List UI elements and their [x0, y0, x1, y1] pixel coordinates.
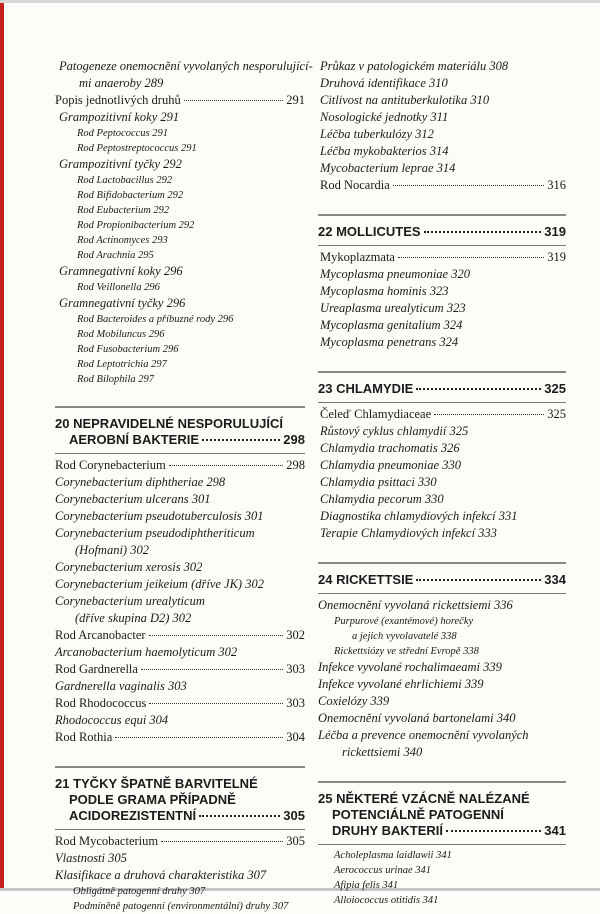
toc-entry-title: Rod Rhodococcus	[55, 696, 147, 710]
chapter-page: 334	[544, 572, 566, 587]
toc-entry: Chlamydia pneumoniae 330	[320, 458, 461, 472]
chapter-heading-line	[318, 807, 566, 823]
toc-entry-title: Rod Rothia	[55, 730, 113, 744]
dot-leader	[446, 830, 541, 832]
toc-entry: a jejich vyvolavatelé 338	[352, 631, 457, 642]
toc-entry: Rod Mobiluncus 296	[77, 329, 165, 340]
chapter-title: 21 TYČKY ŠPATNĚ BARVITELNÉ	[55, 776, 258, 791]
toc-entry	[55, 729, 305, 746]
toc-entry: Infekce vyvolané rochalimaeami 339	[318, 660, 502, 674]
toc-entry: mi anaeroby 289	[79, 76, 164, 90]
chapter-title: PODLE GRAMA PŘÍPADNĚ	[69, 792, 236, 807]
toc-entry-title: Rod Corynebacterium	[55, 458, 166, 472]
toc-entry: Corynebacterium pseudotuberculosis 301	[55, 509, 264, 523]
toc-entry: Diagnostika chlamydiových infekcí 331	[320, 509, 518, 523]
chapter-title: AEROBNÍ BAKTERIE	[69, 432, 200, 447]
toc-entry: Nosologické jednotky 311	[320, 110, 449, 124]
chapter-entries	[55, 833, 305, 914]
toc-entry: Grampozitivní tyčky 292	[59, 157, 182, 171]
toc-entry-title: Rod Mycobacterium	[55, 834, 159, 848]
toc-entry: Corynebacterium ulcerans 301	[55, 492, 211, 506]
toc-block	[55, 58, 313, 387]
chapter-page: 319	[544, 224, 566, 239]
dot-leader	[393, 185, 544, 186]
toc-entry: Rod Propionibacterium 292	[77, 220, 195, 231]
toc-entry-page: 304	[286, 730, 305, 744]
toc-entry: Gramnegativní tyčky 296	[59, 296, 186, 310]
toc-entry: Růstový cyklus chlamydií 325	[320, 424, 469, 438]
dot-leader	[161, 841, 283, 842]
toc-left-column	[55, 58, 313, 914]
chapter-entries	[318, 848, 566, 908]
toc-entry-title: Popis jednotlivých druhů	[55, 93, 181, 107]
chapter-heading-line	[318, 381, 566, 397]
dot-leader	[141, 669, 283, 670]
toc-entry: Onemocnění vyvolaná rickettsiemi 336	[318, 598, 513, 612]
toc-entry-page: 302	[286, 628, 305, 642]
chapter-title: 20 NEPRAVIDELNÉ NESPORULUJÍCÍ	[55, 416, 284, 431]
chapter-title: 24 RICKETTSIE	[318, 572, 414, 587]
chapter-heading	[318, 214, 566, 246]
toc-entry	[55, 661, 305, 678]
toc-entry: Corynebacterium jeikeium (dříve JK) 302	[55, 577, 264, 591]
toc-entry-page: 303	[286, 696, 305, 710]
toc-entry	[318, 177, 566, 194]
chapter-title: 23 CHLAMYDIE	[318, 381, 414, 396]
toc-entry-title: Čeleď Chlamydiaceae	[320, 407, 432, 421]
toc-entry: Chlamydia psittaci 330	[320, 475, 437, 489]
toc-entry: Rickettsiózy ve střední Evropě 338	[334, 646, 479, 657]
chapter-entries	[55, 457, 305, 746]
chapter-title: ACIDOREZISTENTNÍ	[69, 808, 197, 823]
chapter-20	[55, 406, 305, 746]
toc-entry: Gardnerella vaginalis 303	[55, 679, 187, 693]
chapter-heading	[55, 766, 305, 830]
toc-entry-page: 305	[286, 834, 305, 848]
spacer	[318, 351, 566, 371]
toc-entry: Afipia felis 341	[334, 880, 399, 891]
toc-entry: Rod Actinomyces 293	[77, 235, 168, 246]
toc-entry: Rod Bacteroides a příbuzné rody 296	[77, 314, 234, 325]
chapter-entries	[318, 406, 566, 542]
dot-leader	[149, 635, 284, 636]
chapter-heading-line	[55, 808, 305, 824]
toc-entry: Terapie Chlamydiových infekcí 333	[320, 526, 497, 540]
dot-leader	[424, 231, 542, 233]
toc-entry	[318, 406, 566, 423]
toc-entry	[318, 249, 566, 266]
toc-right-column	[318, 58, 566, 908]
chapter-25	[318, 781, 566, 908]
toc-entry: (Hofmani) 302	[75, 543, 149, 557]
toc-entry	[55, 92, 305, 109]
toc-entry: Rod Peptostreptococcus 291	[77, 143, 197, 154]
spacer	[318, 542, 566, 562]
chapter-page: 305	[283, 808, 305, 823]
toc-entry: Rod Fusobacterium 296	[77, 344, 179, 355]
toc-entry: Rhodococcus equi 304	[55, 713, 169, 727]
chapter-title: POTENCIÁLNĚ PATOGENNÍ	[332, 807, 504, 822]
toc-entry: Infekce vyvolané ehrlichiemi 339	[318, 677, 484, 691]
chapter-page: 298	[283, 432, 305, 447]
toc-entry: Léčba tuberkulózy 312	[320, 127, 434, 141]
dot-leader	[184, 100, 284, 101]
chapter-heading-line	[55, 416, 305, 432]
toc-entry: Gramnegativní koky 296	[59, 264, 183, 278]
toc-entry: Rod Veillonella 296	[77, 282, 160, 293]
toc-entry-page: 298	[286, 458, 305, 472]
chapter-heading-line	[55, 776, 305, 792]
toc-entry: (dříve skupina D2) 302	[75, 611, 192, 625]
dot-leader	[434, 414, 544, 415]
toc-entry: Léčba a prevence onemocnění vyvolaných	[318, 728, 529, 742]
toc-entry	[55, 457, 305, 474]
chapter-entries	[318, 249, 566, 351]
dot-leader	[149, 703, 283, 704]
toc-entry: Acholeplasma laidlawii 341	[334, 850, 452, 861]
toc-entry: Obligátně patogenní druhy 307	[73, 886, 206, 897]
toc-entry	[55, 627, 305, 644]
toc-entry-page: 319	[547, 250, 566, 264]
dot-leader	[115, 737, 283, 738]
toc-entry: Patogeneze onemocnění vyvolaných nesporulující-	[59, 59, 313, 73]
toc-entry-page: 291	[286, 93, 305, 107]
spacer	[55, 746, 305, 766]
dot-leader	[202, 439, 280, 441]
toc-entry: Podmíněně patogenní (environmentální) druhy 307	[73, 901, 289, 912]
toc-entry-title: Rod Arcanobacter	[55, 628, 146, 642]
spacer	[318, 761, 566, 781]
toc-entry-title: Mykoplazmata	[320, 250, 395, 264]
toc-entry: Léčba mykobakterios 314	[320, 144, 449, 158]
toc-entry: Klasifikace a druhová charakteristika 307	[55, 868, 267, 882]
dot-leader	[398, 257, 544, 258]
chapter-entries	[318, 597, 566, 761]
toc-entry: Chlamydia pecorum 330	[320, 492, 444, 506]
chapter-23	[318, 371, 566, 542]
toc-entry	[55, 695, 305, 712]
chapter-page: 325	[544, 381, 566, 396]
toc-entry: Aerococcus urinae 341	[334, 865, 432, 876]
toc-entry: Rod Eubacterium 292	[77, 205, 170, 216]
toc-entry: Corynebacterium xerosis 302	[55, 560, 203, 574]
toc-entry: Onemocnění vyvolaná bartonelami 340	[318, 711, 516, 725]
toc-entry-page: 325	[547, 407, 566, 421]
toc-entry: rickettsiemi 340	[342, 745, 423, 759]
spacer	[55, 387, 305, 406]
toc-entry: Corynebacterium urealyticum	[55, 594, 205, 608]
toc-entry: Alloiococcus otitidis 341	[334, 895, 439, 906]
chapter-22	[318, 214, 566, 351]
chapter-heading	[55, 406, 305, 454]
chapter-title: DRUHY BAKTERIÍ	[332, 823, 443, 838]
dot-leader	[169, 465, 284, 466]
toc-entry: Arcanobacterium haemolyticum 302	[55, 645, 238, 659]
chapter-21	[55, 766, 305, 914]
toc-entry: Druhová identifikace 310	[320, 76, 448, 90]
toc-entry: Chlamydia trachomatis 326	[320, 441, 460, 455]
chapter-heading-line	[318, 823, 566, 839]
toc-entry: Mycoplasma genitalium 324	[320, 318, 463, 332]
toc-entry: Rod Lactobacillus 292	[77, 175, 173, 186]
chapter-heading-line	[318, 791, 566, 807]
chapter-heading-line	[318, 572, 566, 588]
toc-entry: Rod Bifidobacterium 292	[77, 190, 184, 201]
toc-entry: Citlivost na antituberkulotika 310	[320, 93, 490, 107]
chapter-24	[318, 562, 566, 761]
toc-entry: Vlastnosti 305	[55, 851, 127, 865]
toc-entry-title: Rod Nocardia	[320, 178, 390, 192]
chapter-heading	[318, 371, 566, 403]
toc-entry: Ureaplasma urealyticum 323	[320, 301, 466, 315]
toc-entry: Průkaz v patologickém materiálu 308	[320, 59, 509, 73]
toc-entry: Mycoplasma penetrans 324	[320, 335, 459, 349]
toc-entry: Corynebacterium pseudodiphtheriticum	[55, 526, 255, 540]
page-edge-red	[0, 0, 4, 891]
toc-entry-title: Rod Gardnerella	[55, 662, 138, 676]
chapter-heading-line	[318, 224, 566, 240]
toc-entry-page: 303	[286, 662, 305, 676]
toc-entry: Rod Arachnia 295	[77, 250, 154, 261]
toc-block	[318, 58, 566, 194]
toc-entry: Coxielózy 339	[318, 694, 390, 708]
toc-entry: Mycoplasma pneumoniae 320	[320, 267, 470, 281]
toc-entry: Rod Bilophila 297	[77, 374, 154, 385]
page-edge-top	[0, 0, 600, 3]
chapter-heading-line	[55, 792, 305, 808]
toc-entry: Rod Peptococcus 291	[77, 128, 168, 139]
chapter-heading	[318, 781, 566, 845]
toc-entry: Mycobacterium leprae 314	[320, 161, 456, 175]
chapter-heading-line	[55, 432, 305, 448]
toc-entry: Mycoplasma hominis 323	[320, 284, 449, 298]
chapter-heading	[318, 562, 566, 594]
chapter-page: 341	[544, 823, 566, 838]
toc-entry: Rod Leptotrichia 297	[77, 359, 167, 370]
toc-entry: Purpurové (exantémové) horečky	[334, 616, 474, 627]
spacer	[318, 194, 566, 214]
toc-entry: Grampozitivní koky 291	[59, 110, 180, 124]
chapter-title: 22 MOLLICUTES	[318, 224, 421, 239]
dot-leader	[416, 388, 541, 390]
dot-leader	[416, 579, 541, 581]
toc-entry-page: 316	[547, 178, 566, 192]
dot-leader	[199, 815, 280, 817]
toc-entry: Corynebacterium diphtheriae 298	[55, 475, 226, 489]
toc-entry	[55, 833, 305, 850]
chapter-title: 25 NĚKTERÉ VZÁCNĚ NALÉZANÉ	[318, 791, 530, 806]
